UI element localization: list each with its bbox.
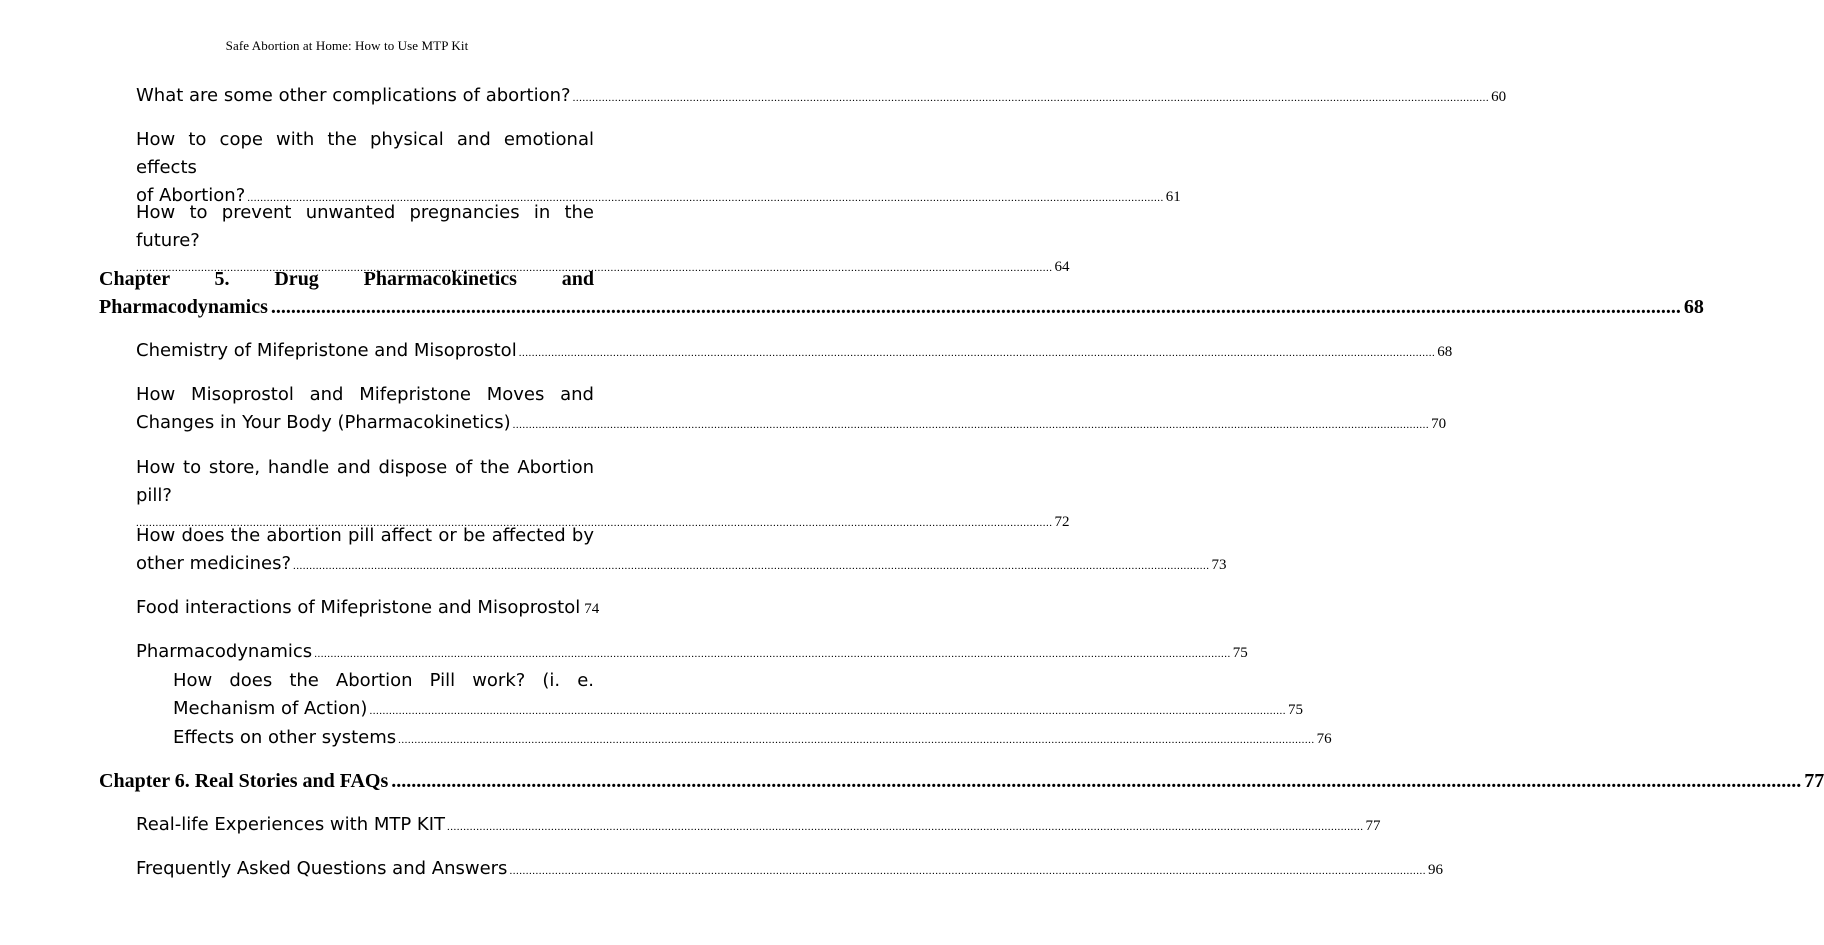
toc-entry-title-line: How to store, handle and dispose of the Abortion pill? [136, 457, 594, 506]
dot-leader: .......................................................................................................................................................................................................................................................................................... [369, 705, 1286, 717]
page-number: 96 [1427, 862, 1443, 878]
dot-leader: .......................................................................................................................................................................................................................................................................................... [572, 92, 1490, 104]
dot-leader: .......................................................................................................................................................................................................................................................................................... [512, 419, 1430, 431]
dot-leader: .......................................................................................................................................................................................................................................................................................... [518, 347, 1436, 359]
toc-entry-title-line: How to prevent unwanted pregnancies in the future? [136, 202, 594, 251]
toc-chapter-6[interactable] [99, 767, 1824, 795]
toc-entry-pharmacodynamics[interactable] [136, 638, 1248, 667]
toc-entry-title: Food interactions of Mifepristone and Misoprostol [136, 597, 581, 618]
toc-entry-title-line: Changes in Your Body (Pharmacokinetics) [136, 412, 511, 433]
page-number: 74 [584, 601, 600, 617]
toc-entry-title-line: Mechanism of Action) [173, 698, 368, 719]
dot-leader: .......................................................................................................................................................................................................................................................................................... [270, 296, 1681, 318]
toc-entry-title: Chemistry of Mifepristone and Misoprostol [136, 340, 517, 361]
toc-entry-pharmacokinetics[interactable] [136, 381, 1447, 438]
page-number: 75 [1232, 645, 1248, 661]
toc-entry-title: What are some other complications of abortion? [136, 85, 571, 106]
chapter-title: Chapter 6. Real Stories and FAQs [99, 770, 389, 792]
toc-entry-title-line: of Abortion? [136, 185, 246, 206]
page-number: 61 [1165, 189, 1181, 205]
toc-subentry-other-systems[interactable] [173, 724, 1332, 753]
toc-entry-title-line: How to cope with the physical and emotional effects [136, 129, 594, 178]
dot-leader: .......................................................................................................................................................................................................................................................................................... [247, 192, 1164, 204]
page-number: 76 [1316, 731, 1332, 747]
page-number: 77 [1804, 770, 1824, 792]
toc-entry-title-line: How does the abortion pill affect or be affected by [136, 525, 594, 546]
page-number: 64 [1054, 259, 1070, 275]
toc-entry-title: Real-life Experiences with MTP KIT [136, 814, 446, 835]
page-number: 72 [1054, 514, 1070, 530]
page-number: 77 [1365, 818, 1381, 834]
dot-leader: .......................................................................................................................................................................................................................................................................................... [398, 734, 1315, 746]
dot-leader: .......................................................................................................................................................................................................................................................................................... [136, 517, 1053, 529]
toc-entry-title: Pharmacodynamics [136, 641, 313, 662]
page-number: 68 [1437, 344, 1453, 360]
toc-entry-real-life[interactable] [136, 811, 1381, 840]
page-number: 73 [1211, 557, 1227, 573]
page-number: 70 [1431, 416, 1447, 432]
toc-subentry-mechanism[interactable] [173, 667, 1303, 724]
running-header: Safe Abortion at Home: How to Use MTP Kit [225, 38, 469, 53]
page-number: 75 [1287, 702, 1303, 718]
toc-entry-complications[interactable] [136, 82, 1507, 111]
dot-leader: .......................................................................................................................................................................................................................................................................................... [314, 648, 1231, 660]
toc-entry-title-line: How does the Abortion Pill work? (i. e. [173, 670, 594, 691]
toc-entry-faq[interactable] [136, 855, 1443, 884]
chapter-title-line: Pharmacodynamics [99, 296, 268, 318]
chapter-title-line: Chapter 5. Drug Pharmacokinetics and [99, 268, 594, 290]
toc-entry-chemistry[interactable] [136, 337, 1453, 366]
dot-leader: .......................................................................................................................................................................................................................................................................................... [136, 262, 1053, 274]
page-number: 60 [1491, 89, 1507, 105]
dot-leader: .......................................................................................................................................................................................................................................................................................... [391, 770, 1802, 792]
toc-entry-title: Frequently Asked Questions and Answers [136, 858, 508, 879]
dot-leader: .......................................................................................................................................................................................................................................................................................... [509, 865, 1426, 877]
dot-leader: .......................................................................................................................................................................................................................................................................................... [293, 560, 1210, 572]
dot-leader: .......................................................................................................................................................................................................................................................................................... [447, 821, 1364, 833]
toc-entry-food-interactions[interactable] [136, 594, 600, 623]
page-number: 68 [1683, 296, 1704, 318]
toc-entry-title: Effects on other systems [173, 727, 397, 748]
toc-entry-title-line: How Misoprostol and Mifepristone Moves and [136, 384, 594, 405]
toc-entry-title-line: other medicines? [136, 553, 292, 574]
